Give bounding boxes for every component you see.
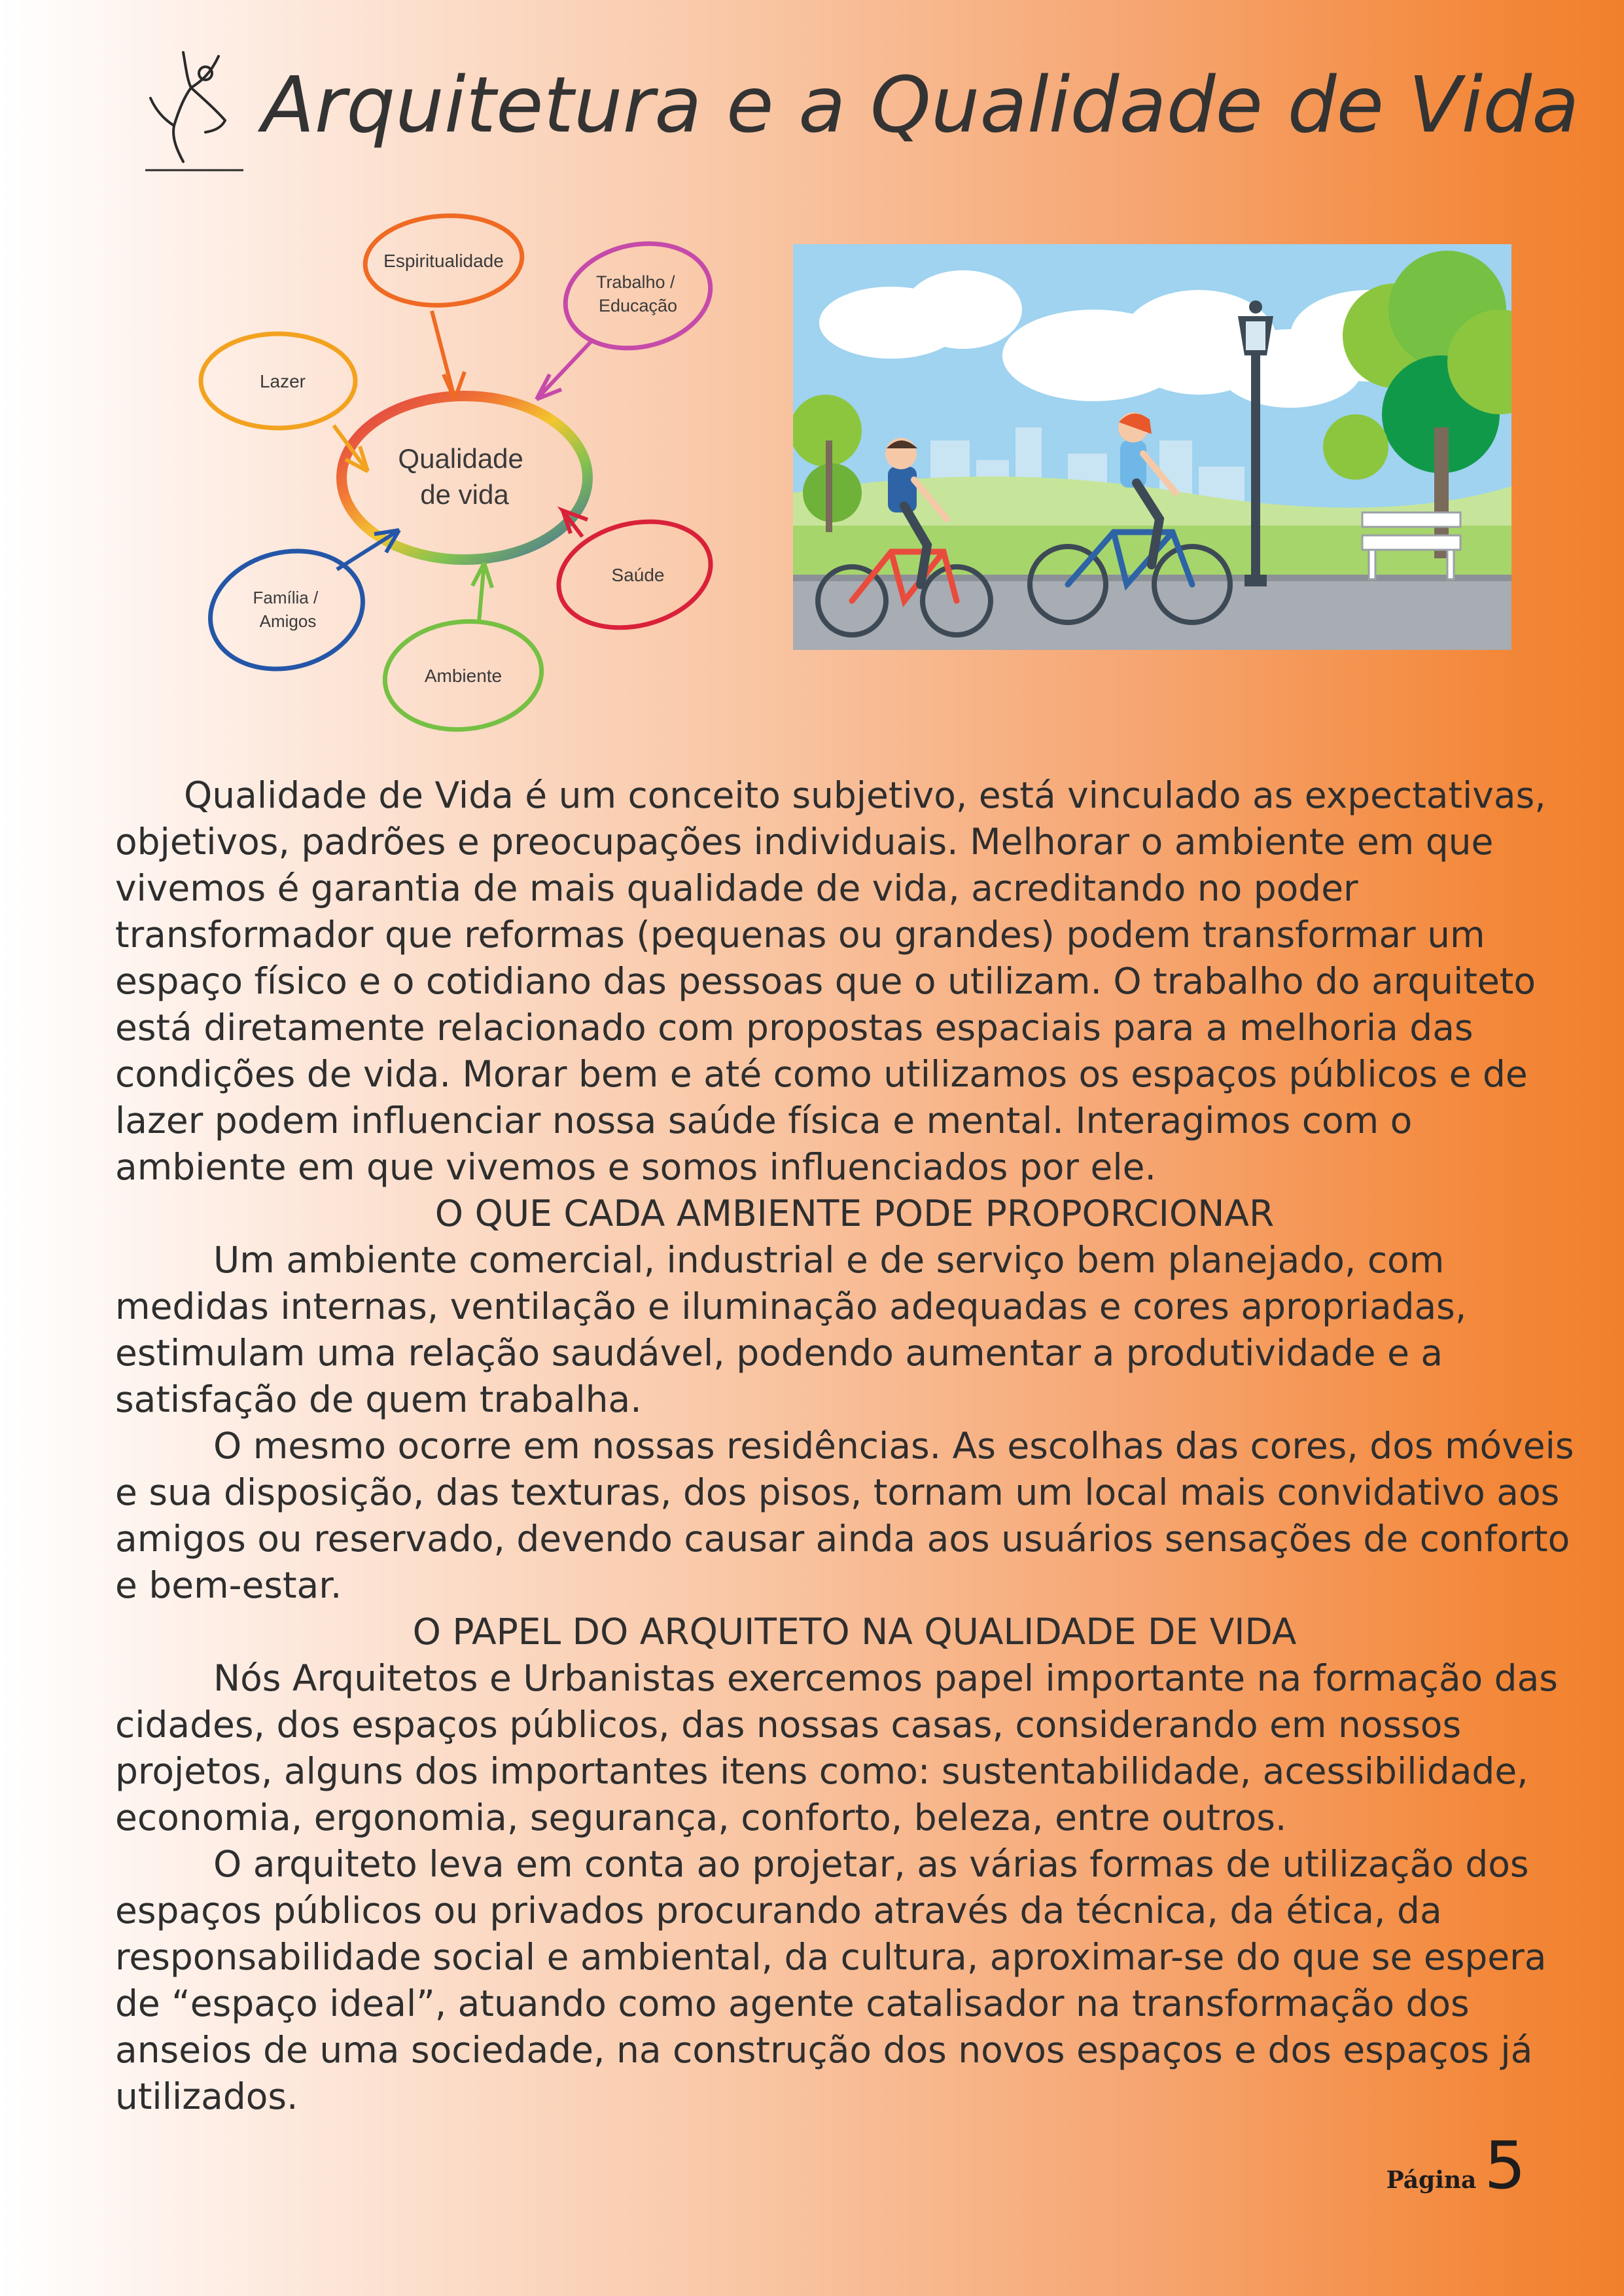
svg-text:Qualidade de vida — [398, 443, 531, 510]
section2-paragraph-1: Nós Arquitetos e Urbanistas exercemos papel importante na formação das cidades, dos espaços públicos, das nossas casas, considerando em nossos projetos, alguns dos importantes itens como: sustentabilidade, acessibilidade, economia, ergonomia, segurança, conforto, beleza, entre outros. — [115, 1657, 1558, 1839]
section1-paragraph-1: Um ambiente comercial, industrial e de serviço bem planejado, com medidas internas, ventilação e iluminação adequadas e cores apropriadas, estimulam uma relação saudável, podendo aumentar a produtividade e a satisfação de quem trabalha. — [115, 1239, 1467, 1420]
node-ambiente — [380, 563, 547, 737]
section-title-ambiente: O QUE CADA AMBIENTE PODE PROPORCIONAR — [434, 1193, 1275, 1234]
node-label-line1: Trabalho / — [595, 272, 675, 292]
quality-of-life-diagram — [196, 203, 733, 746]
node-saude — [548, 507, 722, 643]
article-body — [115, 772, 1594, 2120]
page-footer — [1386, 2127, 1526, 2206]
node-familia — [198, 530, 399, 685]
node-trabalho — [537, 230, 720, 399]
node-label: Ambiente — [424, 666, 503, 686]
node-label-line2: Educação — [598, 296, 678, 315]
svg-text:Espiritualidade — [383, 251, 504, 271]
cyclists-in-park-illustration — [793, 244, 1511, 650]
svg-text:Trabalho / Educação — [596, 272, 680, 315]
node-label-line1: Família / — [253, 588, 319, 607]
page-number: 5 — [1484, 2127, 1526, 2204]
section-title-arquiteto: O PAPEL DO ARQUITETO NA QUALIDADE DE VIDA — [412, 1611, 1297, 1653]
node-label-line2: Amigos — [259, 611, 317, 631]
svg-text:Lazer — [260, 371, 306, 391]
svg-text:Ambiente — [425, 666, 502, 686]
node-espiritualidade — [362, 211, 525, 399]
node-label: Espiritualidade — [383, 251, 504, 271]
node-label: Saúde — [611, 565, 665, 585]
page-title: Arquitetura e a Qualidade de Vida — [262, 60, 1580, 150]
intro-paragraph: Qualidade de Vida é um conceito subjetivo, está vinculado as expectativas, objetivos, padrões e preocupações individuais. Melhorar o ambiente em que vivemos é garantia de mais qualidade de vida, acreditando no poder transformador que reformas (pequenas ou grandes) podem transformar um espaço físico e o cotidiano das pessoas que o utilizam. O trabalho do arquiteto está diretamente relacionado com propostas espaciais para a melhoria das condições de vida. Morar bem e até como utilizamos os espaços públicos e de lazer podem influenciar nossa saúde física e mental. Interagimos com o ambiente em que vivemos e somos influenciados por ele. — [115, 774, 1546, 1188]
section1-paragraph-2: O mesmo ocorre em nossas residências. As escolhas das cores, dos móveis e sua disposição, das texturas, dos pisos, tornam um local mais convidativo aos amigos ou reservado, devendo causar ainda aos usuários sensações de conforto e bem-estar. — [115, 1425, 1574, 1606]
center-label-line2: de vida — [420, 479, 509, 510]
node-label: Lazer — [259, 371, 306, 391]
section2-paragraph-2: O arquiteto leva em conta ao projetar, as várias formas de utilização dos espaços públicos ou privados procurando através da técnica, da ética, da responsabilidade social e ambiental, da cultura, aproximar-se do que se espera de “espaço ideal”, atuando como agente catalisador na transformação dos anseios de uma sociedade, na construção dos novos espaços e dos espaços já utilizados. — [115, 1843, 1547, 2117]
center-label-line1: Qualidade — [398, 443, 523, 474]
leaping-figure-icon — [145, 47, 249, 175]
svg-text:Família / Amigos — [253, 588, 323, 631]
svg-text:Saúde — [612, 565, 665, 585]
page-label: Página — [1386, 2166, 1477, 2194]
